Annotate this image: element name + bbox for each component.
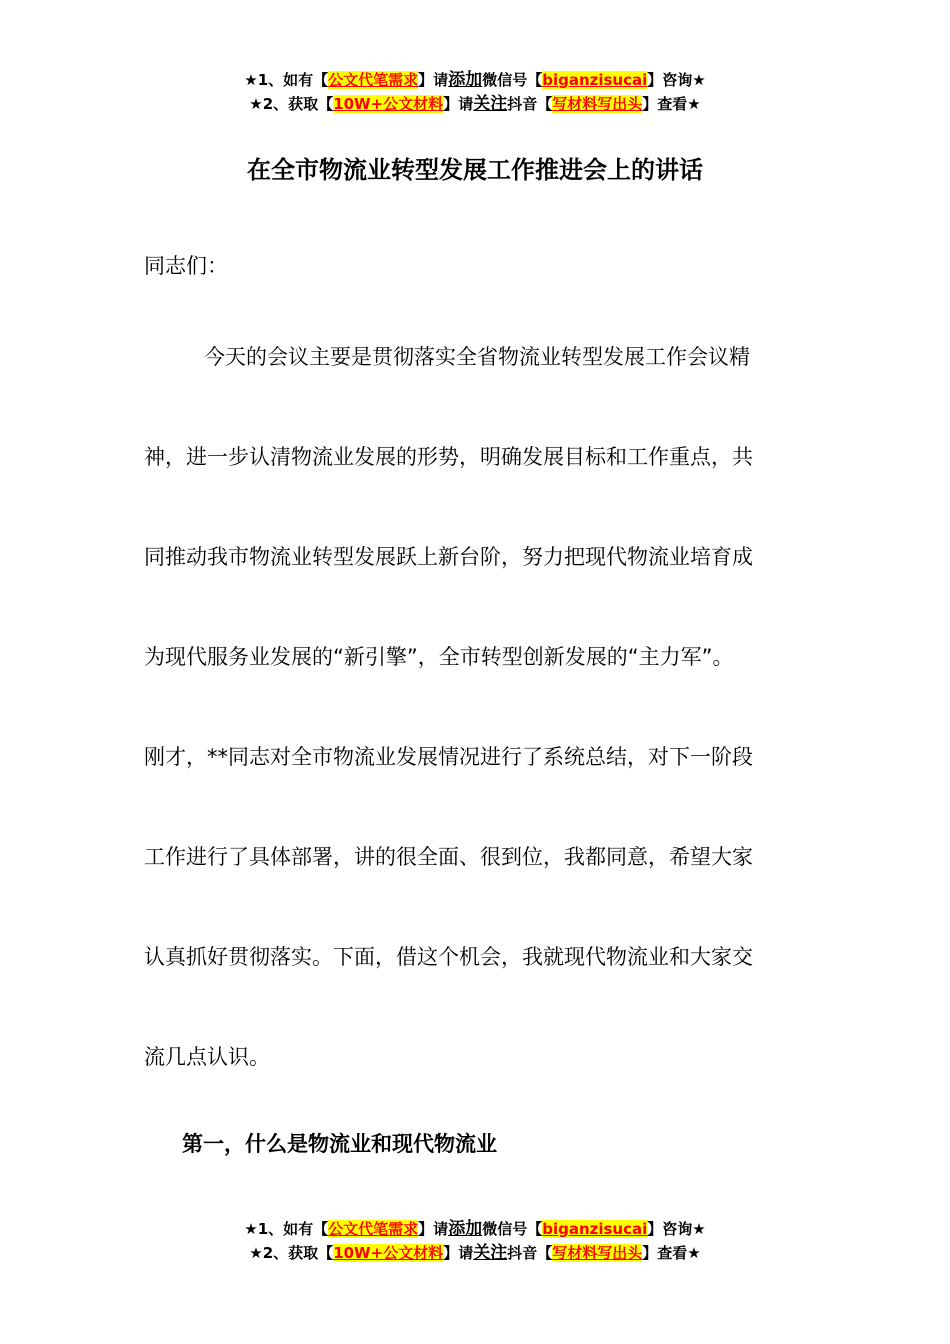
- salutation: 同志们：: [144, 254, 228, 278]
- paragraph-line: 今天的会议主要是贯彻落实全省物流业转型发展工作会议精: [204, 345, 750, 369]
- promo-highlight: 10W+公文材料: [333, 95, 444, 113]
- promo-highlight: biganzisucai: [542, 71, 648, 89]
- promo-text: 】请: [443, 95, 474, 113]
- promo-banner-top: [0, 68, 950, 116]
- promo-text: 抖音【: [507, 1244, 553, 1262]
- paragraph-line: 刚才，**同志对全市物流业发展情况进行了系统总结，对下一阶段: [144, 745, 753, 769]
- promo-text: 微信号【: [482, 1220, 543, 1238]
- promo-text: ★2、获取【: [249, 1244, 334, 1262]
- promo-highlight: 写材料写出头: [552, 95, 643, 113]
- promo-text: 】查看★: [642, 1244, 701, 1262]
- paragraph-line: 工作进行了具体部署，讲的很全面、很到位，我都同意，希望大家: [144, 845, 753, 869]
- promo-text: 微信号【: [482, 71, 543, 89]
- promo-highlight: 写材料写出头: [552, 1244, 643, 1262]
- promo-line-2: [0, 92, 950, 116]
- promo-text: 抖音【: [507, 95, 553, 113]
- promo-underline: 关注: [473, 1243, 508, 1263]
- paragraph-line: 神，进一步认清物流业发展的形势，明确发展目标和工作重点，共: [144, 445, 753, 469]
- promo-text: ★1、如有【: [244, 71, 329, 89]
- promo-highlight: biganzisucai: [542, 1220, 648, 1238]
- promo-text: 】请: [418, 1220, 449, 1238]
- section-heading: 第一，什么是物流业和现代物流业: [182, 1132, 497, 1156]
- promo-text: ★2、获取【: [249, 95, 334, 113]
- promo-text: 】咨询★: [647, 71, 706, 89]
- paragraph-line: 认真抓好贯彻落实。下面，借这个机会，我就现代物流业和大家交: [144, 945, 753, 969]
- promo-line-1: [0, 1217, 950, 1241]
- promo-highlight: 公文代笔需求: [328, 1220, 419, 1238]
- promo-text: 】请: [418, 71, 449, 89]
- promo-underline: 添加: [448, 1219, 483, 1239]
- paragraph-line: 为现代服务业发展的“新引擎”，全市转型创新发展的“主力军”。: [144, 645, 734, 669]
- promo-text: 】咨询★: [647, 1220, 706, 1238]
- promo-text: 】请: [443, 1244, 474, 1262]
- document-title: 在全市物流业转型发展工作推进会上的讲话: [247, 156, 703, 184]
- promo-banner-bottom: [0, 1217, 950, 1265]
- promo-highlight: 10W+公文材料: [333, 1244, 444, 1262]
- promo-line-2: [0, 1241, 950, 1265]
- promo-text: 】查看★: [642, 95, 701, 113]
- promo-text: ★1、如有【: [244, 1220, 329, 1238]
- promo-line-1: [0, 68, 950, 92]
- promo-underline: 关注: [473, 94, 508, 114]
- promo-highlight: 公文代笔需求: [328, 71, 419, 89]
- promo-underline: 添加: [448, 70, 483, 90]
- paragraph-line: 流几点认识。: [144, 1045, 270, 1069]
- paragraph-line: 同推动我市物流业转型发展跃上新台阶，努力把现代物流业培育成: [144, 545, 753, 569]
